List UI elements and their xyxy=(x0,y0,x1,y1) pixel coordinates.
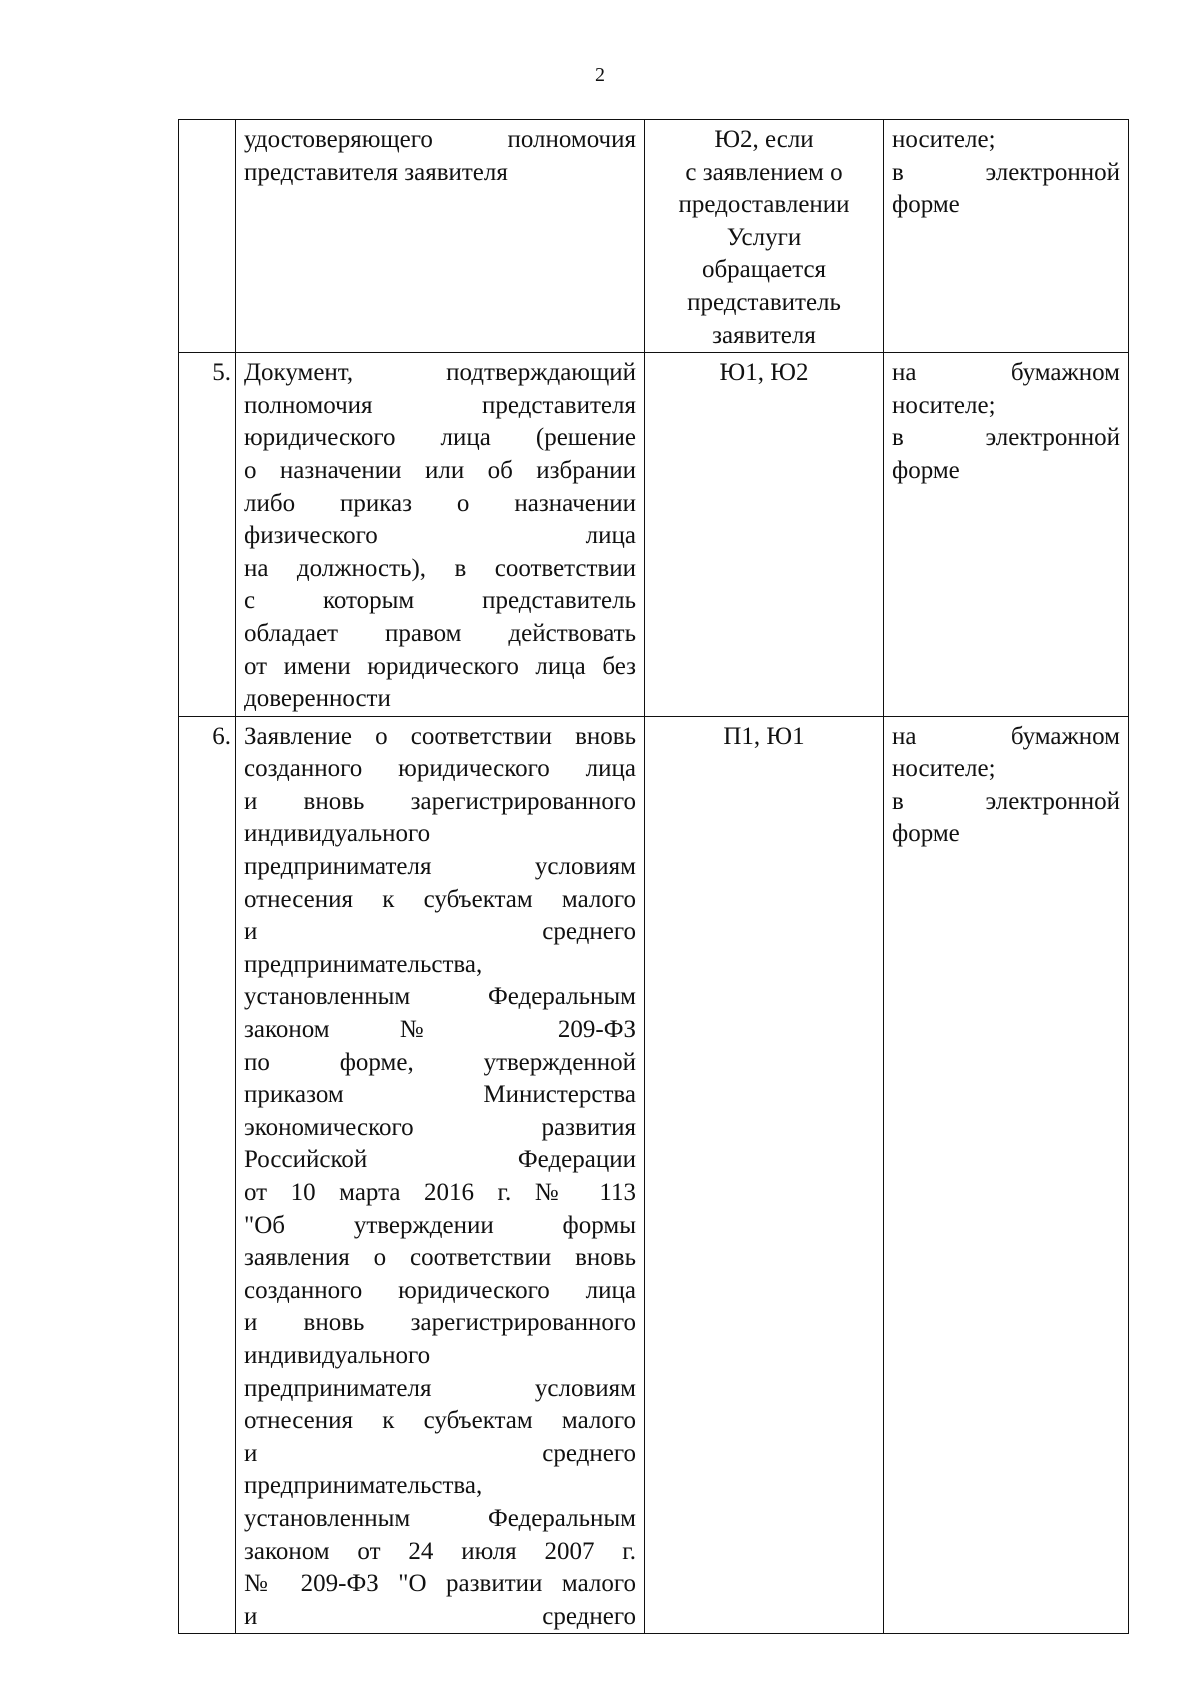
page-number: 2 xyxy=(595,64,605,86)
description-line: заявления о соответствии вновь xyxy=(244,1244,636,1272)
form-line: в электронной xyxy=(892,424,1120,452)
description-line: Российской Федерации xyxy=(244,1146,636,1174)
row-number: 5. xyxy=(179,353,236,717)
description-line: удостоверяющего полномочия xyxy=(244,126,636,153)
applicant-line: с заявлением о xyxy=(685,158,843,186)
description-line: отнесения к субъектам малого xyxy=(244,1407,636,1435)
applicant-line: Ю2, если xyxy=(714,126,814,153)
applicant-line: заявителя xyxy=(712,321,816,349)
documents-table xyxy=(178,119,1129,1634)
table-row xyxy=(179,120,1129,353)
description-line: Заявление о соответствии вновь xyxy=(244,722,636,750)
description-line: и вновь зарегистрированного xyxy=(244,787,636,815)
description-line: установленным Федеральным xyxy=(244,983,636,1011)
description-line: предпринимательства, xyxy=(244,1472,483,1500)
form-line: в электронной xyxy=(892,787,1120,815)
submission-form xyxy=(884,353,1129,717)
description-line: предпринимателя условиям xyxy=(244,1374,636,1402)
form-line: в электронной xyxy=(892,158,1120,186)
description-line: либо приказ о назначении xyxy=(244,489,636,517)
description-line: индивидуального xyxy=(244,1341,431,1369)
description-line: полномочия представителя xyxy=(244,391,636,419)
description-line: экономического развития xyxy=(244,1113,636,1141)
document-description xyxy=(236,353,645,717)
description-line: с которым представитель xyxy=(244,587,636,615)
document-description xyxy=(236,716,645,1634)
description-line: и среднего xyxy=(244,1602,636,1630)
description-line: индивидуального xyxy=(244,820,431,848)
description-line: физического лица xyxy=(244,522,636,550)
description-line: от имени юридического лица без xyxy=(244,652,636,680)
description-line: юридического лица (решение xyxy=(244,424,636,452)
row-number xyxy=(179,120,236,353)
description-line: обладает правом действовать xyxy=(244,619,636,647)
description-line: и среднего xyxy=(244,1439,636,1467)
description-line: законом № 209-ФЗ xyxy=(244,1016,636,1044)
submission-form xyxy=(884,120,1129,353)
applicant-categories xyxy=(645,716,884,1634)
applicant-line: обращается xyxy=(701,256,827,284)
applicant-categories xyxy=(645,120,884,353)
form-line: на бумажном xyxy=(892,722,1120,750)
document-description xyxy=(236,120,645,353)
form-line: носителе; xyxy=(892,755,996,783)
description-line: от 10 марта 2016 г. № 113 xyxy=(244,1179,636,1206)
description-line: установленным Федеральным xyxy=(244,1504,636,1532)
description-line: созданного юридического лица xyxy=(244,1276,636,1304)
description-line: представителя заявителя xyxy=(244,158,508,186)
description-line: "Об утверждении формы xyxy=(244,1211,636,1239)
form-line: форме xyxy=(892,456,960,484)
description-line: доверенности xyxy=(244,685,391,713)
applicant-categories xyxy=(645,353,884,717)
applicant-line: предоставлении xyxy=(678,191,850,219)
table-body xyxy=(179,120,1129,1634)
form-line: на бумажном xyxy=(892,359,1120,387)
description-line: предпринимателя условиям xyxy=(244,853,636,881)
description-line: и вновь зарегистрированного xyxy=(244,1309,636,1337)
description-line: предпринимательства, xyxy=(244,950,483,978)
description-line: созданного юридического лица xyxy=(244,755,636,783)
description-line: Документ, подтверждающий xyxy=(244,359,636,387)
description-line: и среднего xyxy=(244,918,636,946)
description-line: законом от 24 июля 2007 г. xyxy=(244,1537,636,1565)
form-line: носителе; xyxy=(892,391,996,419)
description-line: по форме, утвержденной xyxy=(244,1048,636,1076)
row-number: 6. xyxy=(179,716,236,1634)
description-line: № 209-ФЗ "О развитии малого xyxy=(244,1570,636,1598)
form-line: носителе; xyxy=(892,126,996,153)
description-line: на должность), в соответствии xyxy=(244,554,636,582)
table-row xyxy=(179,716,1129,1634)
form-line: форме xyxy=(892,820,960,848)
applicant-line: представитель xyxy=(687,288,841,316)
submission-form xyxy=(884,716,1129,1634)
description-line: приказом Министерства xyxy=(244,1081,636,1109)
applicant-line: П1, Ю1 xyxy=(723,722,805,750)
applicant-line: Услуги xyxy=(726,223,802,251)
form-line: форме xyxy=(892,191,960,219)
table-row xyxy=(179,353,1129,717)
description-line: отнесения к субъектам малого xyxy=(244,885,636,913)
applicant-line: Ю1, Ю2 xyxy=(719,359,809,387)
description-line: о назначении или об избрании xyxy=(244,456,636,484)
